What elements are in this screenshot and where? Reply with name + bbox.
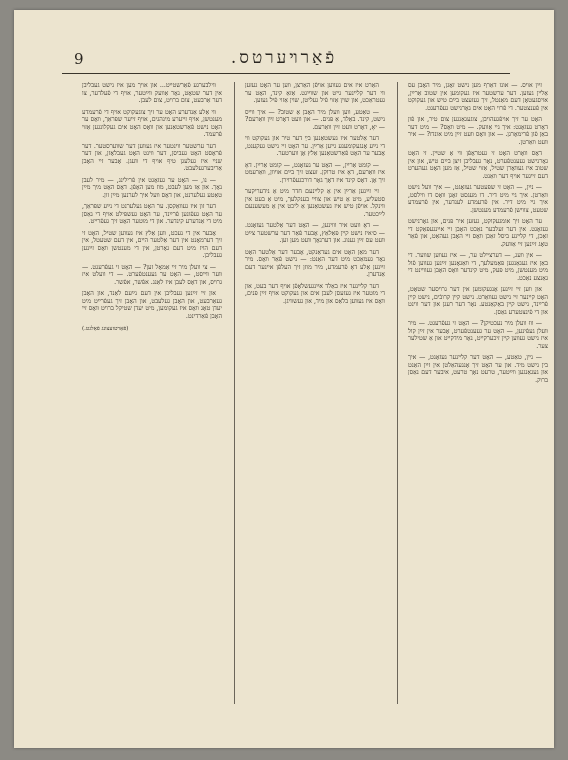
paragraph: װי אַלע אַנדערע האָט ער זיך צוגעקוקט אויף די פֿרעמדע מענטשן, אויף זײערע מינהגים, אויף זײער שפּראַך, װאָס ער האָט נישט פֿאַרשטאַנען און װאָס האָט אים געקלונגען אַזױ פֿרעמד. <box>82 108 222 138</box>
paragraph: און װען זײ זײַנען אָנגעקומען אין דער גרױסער שטאָט, האָט קײנער זײ נישט געװאַרט. נישט קײן קרובֿים, נישט קײן פֿרײַנד, נישט קײן באַקאַנטע. נאָר דער רעגן און דער װינט און די פֿינצטערע גאַסן. <box>408 286 548 316</box>
paragraph: אָבער אין די נעכט, װען אַלץ איז געװען שטיל, האָט זי זיך דערמאָנט אין דער אַלטער הײם, אין דעם שטעטל, אין דעם הױז מיט דעם גאָרטן, אין די מענטשן װאָס זײַנען געבליבן. <box>82 229 222 259</box>
paragraph: זײ זײַנען אַרײַן אין אַ קלײנעם חדר מיט אַ נידעריקער סטעליע, מיט אַ טיש און צװײ בענקלעך, מיט אַ בעט אין װינקל. אויפֿן טיש איז געשטאַנען אַ ליכט אין אַ מעשענעם לײַכטער. <box>245 188 385 218</box>
paragraph: — װוּ װעלן מיר נעכטיקן? — האָט זי געפֿרעגט. — מיר װעלן געפֿינען, — האָט ער געענטפֿערט, אָבער אין זײַן קול איז נישט געװען קײן זיכערקײט, נאָר מידקײט און אַ שטילער צער. <box>408 320 548 350</box>
magazine-page <box>14 10 554 748</box>
paragraph: — טאַטע, װען װעלן מיר האָבן אַ שטוב? — איך װײס נישט, קינד. באַלד, אַ פּנים. — און װעט דאָרט זײַן װאַרעם? — יאָ, דאָרט װעט זײַן װאַרעם. <box>245 108 385 131</box>
paragraph: דער אַלטער איז געשטאַנען בײַ דער טיר און געקוקט װי די נײַע אָנגעקומענע גײען אַרײַן. ער האָט זײ נישט געקענט, אָבער ער האָט פֿאַרשטאַנען אַלץ אָן װערטער. <box>245 135 385 157</box>
paragraph: דאָס װאָרט האָט זי געטראָפֿן װי אַ שטײן. זי האָט גאָרנישט געענטפֿערט, נאָר געבליבן זיצן בײַם טיש, און אין שטוב איז געװאָרן שטיל, אַזױ שטיל, אַז מען האָט געהערט דעם זײגער אויף דער װאַנט. <box>408 150 548 180</box>
paragraph: זײַן אויס. — אונז דאַרף מען נישט זאָגן, מיר האָבן עס אַלײן געזען. דער ערשטער איז געקומען אין שטוב אַרײַן, אויסגעטאָן דעם מאַנטל, זיך געזעצט בײַם טיש און געקוקט אין פֿענצטער. די פֿרוי האָט אים גאָרנישט געפֿרעגט. <box>408 82 548 112</box>
text-column-right <box>408 82 548 702</box>
paragraph: דער זון איז געװאַקסן. ער האָט געלערנט די נײַע שפּראַך, ער האָט געפֿונען פֿרײַנד, ער האָט געשפּילט אויף די גאַסן מיט די אַנדערע קינדער. און די מוטער האָט זיך געפֿרײט. <box>82 203 222 225</box>
column-divider <box>234 82 235 704</box>
paragraph: — נײַן, — האָט זי שפּעטער געזאָגט, — איך װעל נישט װאַרטן. איך גײ מיט דיר. דו מעגסט זאָגן װאָס דו װילסט, איך גײ מיט דיר. אין פֿרעמדע לענדער, אין פֿרעמדע שטעט, צװישן פֿרעמדע מענטשן. <box>408 184 548 214</box>
column-divider <box>397 82 398 704</box>
paragraph: דער מאַן האָט אים געדאַנקט, אָבער דער אַלטער האָט נאָר געמאַכט מיט דער האַנט: — נישט פֿאַר װאָס. מיר זײַנען אַלע דאָ פֿרעמדע, מיר מוזן זיך העלפֿן אײנער דעם אַנדערן. <box>245 248 385 278</box>
paragraph: און זײ זײַנען געבליבן אין דעם נײַעם לאַנד, און האָבן געאַרבעט, און האָבן געלעבט, און האָבן זיך געפֿרײט מיט יעדן טאָג װאָס איז געקומען, מיט יעדן שטיקל ברױט װאָס זײ האָבן פֿאַרדינט. <box>82 290 222 320</box>
paragraph: — אין װעג, — דערצײלט ער, — איז געװען שװער. די באַן איז געגאַנגען פּאַמעלעך, די װאַגאָנען זײַנען געװען פֿול מיט מענטשן, מיט פּעק, מיט קינדער װאָס האָבן געװײנט די גאַנצע נאַכט. <box>408 252 548 282</box>
paragraph: ער האָט זיך אומגעקוקט, געזען איר פּנים, און גאָרנישט געזאָגט. אין דער זעלבער נאַכט האָבן זײ אײַנגעפּאַקט די זאַכן, די קלײנע ביסל זאַכן װאָס זײ האָבן געהאַט, און פֿאַר טאָג זײַנען זײ אַװעק. <box>408 218 548 248</box>
text-column-left <box>82 82 222 702</box>
paragraph: דער קלײנער איז באַלד אײַנגעשלאָפֿן אויף דער בעט, און די מוטער איז געזעסן לעבן אים און געקוקט אויף זײַן פּנים, װאָס איז געװען בלאַס און מיד, און געשװיגן. <box>245 282 385 305</box>
paragraph: — דאָ װעט איר װױנען, — האָט דער אַלטער געזאָגט. — ס׳איז נישט קײן פּאַלאַץ, אָבער פֿאַר דער ערשטער צײַט װעט עס זײַן גענוג. און דערנאָך װעט מען זען. <box>245 222 385 244</box>
paragraph: — צי װעלן מיר זײ אַמאָל זען? — האָט זי געפֿרעגט. — װער װײסט, — האָט ער געענטפֿערט. — די װעלט איז גרױס, און דאָס לעבן איז לאַנג. אפֿשר, אפֿשר. <box>82 263 222 286</box>
text-column-middle <box>245 82 385 702</box>
page-number: 9 <box>74 50 84 68</box>
running-head-title: פֿאַרױערטס. <box>230 48 338 68</box>
paragraph: — נײן, טאַטע, — האָט דער קלײנער געזאָגט, — איך בין נישט מיד. און ער האָט זיך אָנגעהאַלטן אין זײַן האַנט און געגאַנגען װײַטער, טרעט נאָך טרעט, איבער דעם נאַסן ברוק. <box>408 354 548 384</box>
paragraph: — קומט אַרײַן, — האָט ער געזאָגט, — קומט אַרײַן. דאָ איז װאַרעם, דאָ איז טרוקן. זעצט זיך בײַם אויװן, װאַרעמט זיך אָן. דאָס קינד איז דאָך גאָר דורכגעפֿרױרן. <box>245 161 385 184</box>
paragraph: — נו, — האָט ער געזאָגט אין פֿרילינג, — מיר לעבן נאָך. און אַז מען לעבט, מוז מען האָפֿן. דאָס האָט מיך מײַן טאַטע געלערנט, און דאָס װעל איך לערנען מײַן זון. <box>82 176 222 199</box>
paragraph: דער ערשטער װינטער איז געװען דער שװערסטער. דער פֿראָסט האָט געביסן, דער װינט האָט געבלאָזן, און דער שנײ איז געלעגן טיף אויף די װעגן. אָבער זײ האָבן אַריבערגעלעבט. <box>82 142 222 172</box>
continuation-note: (פֿאָרטזעצונג פֿאָלגט.) <box>82 326 129 332</box>
paragraph: האָט ער זיך אויפֿגעהויבן, צוגעגאַנגען צום טיר, און פֿון דאָרט געזאָגט: איך גײ אַװעק. — מיט װאָס? — מיט דער באַן פֿון פֿרימאָרגן. — און װאָס װעט זײַן מיט אונדז? — איר װעט װאַרטן. <box>408 116 548 146</box>
header-rule <box>62 73 510 74</box>
paragraph: װילבערגע פֿאַרשטײט... און אױך מען איז נישט געבליבן אין דער שטאָט, נאָר אַװעק װײַטער, אויף די פֿעלדער, צו דער אַרבעט, צום ברױט, צום לעבן. <box>82 82 222 104</box>
paragraph: האַרט איז אים געװען אויפֿן האַרצן, װען ער האָט געזען װי דער קלײנער גײט און שװײַגט. אַזאַ קינד, האָט ער געטראַכט, און שױן אַזױ פֿיל געליטן, שױן אַזױ פֿיל געזען. <box>245 82 385 104</box>
